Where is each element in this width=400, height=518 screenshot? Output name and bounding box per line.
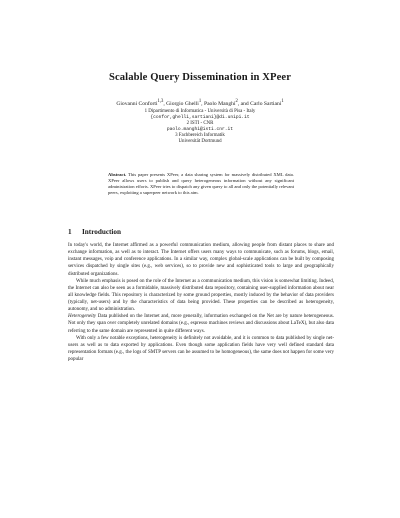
section-title: Introduction <box>82 228 122 236</box>
paragraph-text: Data published on the Internet and, more generally, information exchanged on the Net are by nature heterogeneous. Not only they span over completely unrelated domains (e.g., espresso machines reviews and discussions about LaTeX), but also data referring to the same domain are represented in quite different ways. <box>68 314 335 334</box>
section-heading <box>68 228 121 236</box>
section-number: 1 <box>68 228 72 236</box>
abstract-text: This paper presents XPeer, a data sharing system for massively distributed XML data. XPeer allows users to publish and query heterogeneous information without any significant administration efforts. XPeer tries to dispatch any given query to all and only the potentially relevant peers, exploiting a superpeer network to this aim. <box>108 172 294 196</box>
abstract-label: Abstract. <box>108 172 127 177</box>
affiliation-line: 1 Dipartimento di Informatica - Università di Pisa - Italy <box>144 109 256 114</box>
email-line: paolo.manghi@isti.cnr.it <box>166 126 234 132</box>
paragraph: In today's world, the Internet affirmed as a powerful communication medium, allowing people from distant places to share and exchange information, as well as to interact. The Internet offers users many ways to communicate, such as forums, blogs, email, instant messages, voip and conference applications. In a similar way, complex global-scale applications can be built by composing services dispatched by single sites (e.g., web services), so to provide new and sophisticated tools to large and geographically distributed organizations. <box>68 243 334 277</box>
paragraph: With only a few notable exceptions, heterogeneity is definitely not avoidable, and it is common to data published by single net-users as well as to data exported by applications. Even though some application fields have very well defined standard data representation formats (e.g., the logs of SMTP servers can be assumed to be homogeneous), the same does not happen for some very popular <box>68 335 334 362</box>
affiliations <box>0 109 400 145</box>
run-in-heading: Heterogeneity <box>68 314 97 320</box>
paragraph <box>68 313 334 334</box>
paragraph: While much emphasis is posed on the role of the Internet as a communication medium, this vision is somewhat limiting. Indeed, the Internet can also be seen as a formidable, massively distributed data repository, containing user-supplied information about near all knowledge fields. This repository is characterized by some ground properties, mostly induced by the behavior of data providers (typically, net-users) and by the characteristics of data being provided. These properties can be described as heterogeneity, autonomy, and no administration. <box>68 278 334 313</box>
email-line: {confor,ghelli,sartiani}@di.unipi.it <box>150 114 250 120</box>
affiliation-line: 3 Fachbereich Informatik <box>175 132 225 138</box>
affiliation-line: Universität Dortmund <box>178 138 222 144</box>
body-text <box>68 242 334 363</box>
author-list: Giovanni Conforti$^{1,3}$, Giorgio Ghelli$^1$, Paolo Manghi$^2$, and Carlo Sartiani$^1$ <box>116 99 284 107</box>
affiliation-line: 2 ISTI - CNR <box>186 120 214 126</box>
abstract <box>108 172 294 196</box>
paper-title: Scalable Query Dissemination in XPeer <box>108 72 291 83</box>
